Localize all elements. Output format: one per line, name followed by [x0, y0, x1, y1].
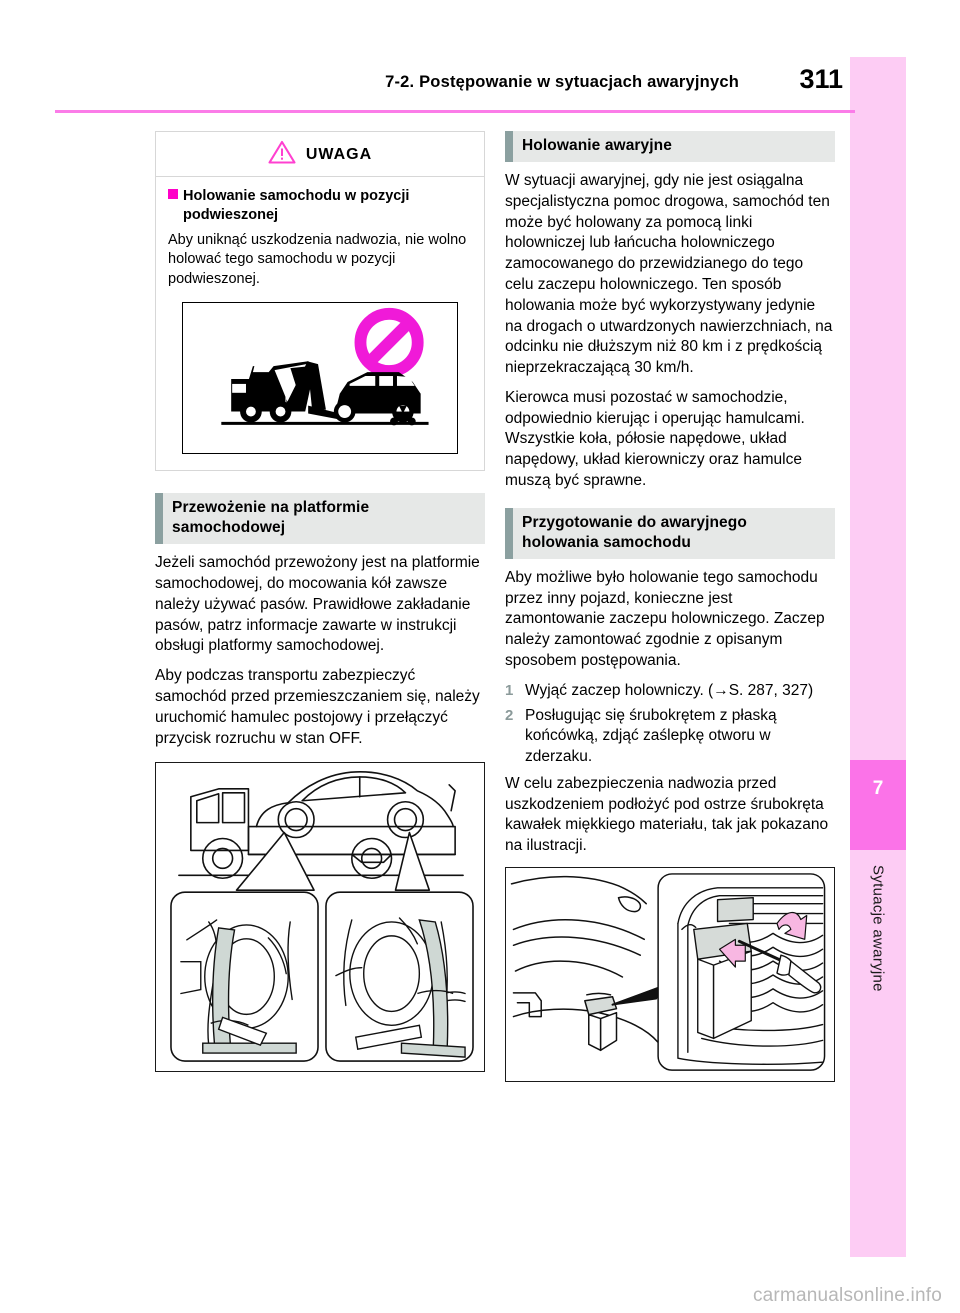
right-column: [505, 131, 835, 1082]
wheel-strap: [356, 920, 465, 1057]
header-rule: [55, 110, 855, 113]
warning-paragraph: Aby uniknąć uszkodzenia nadwozia, nie wolno holować tego samochodu w pozycji podwieszonej.: [168, 231, 467, 288]
wheel-strap: [203, 928, 296, 1053]
left-column: [155, 131, 485, 1072]
section-emergency-towing: [505, 131, 835, 492]
side-tab-chapter-label-text: Sytuacje awaryjne: [869, 865, 887, 992]
heading-accent-bar: [505, 131, 513, 162]
section-heading-emergency-towing: [505, 131, 835, 162]
watermark: carmanualsonline.info: [752, 1285, 942, 1306]
side-tab-chapter-number: 7: [872, 778, 884, 799]
side-tab-chapter-marker: [850, 760, 906, 850]
warning-header: [156, 132, 484, 177]
emergency-towing-paragraph-2: Kierowca musi pozostać w samochodzie, odpowiednio kierując i operując hamulcami. Wszystkie koła, półosie napędowe, układ napędowy, układ kierowniczy oraz hamulce muszą być sprawne.: [505, 388, 805, 489]
step-text: Wyjąć zaczep holowniczy. (→S. 287, 327): [525, 681, 814, 699]
section-heading-text: Przewożenie na platformie samochodowej: [172, 499, 370, 537]
towing-preparation-intro: Aby możliwe było holowanie tego samochodu przez inny pojazd, konieczne jest zamontowanie zaczepu holowniczego. Zaczep należy zamontować zgodnie z opisanym sposobem postępowania.: [505, 568, 825, 669]
heading-accent-bar: [505, 508, 513, 559]
section-towing-preparation: [505, 508, 835, 1082]
warning-box: [155, 131, 485, 471]
prohibition-sign-icon: [360, 314, 417, 371]
step-text: Posługując się śrubokrętem z płaską końcówką, zdjąć zaślepkę otworu w zderzaku.: [525, 706, 777, 766]
warning-body: [156, 177, 484, 470]
bullet-square-icon: [168, 189, 178, 199]
section-heading-towing-preparation: [505, 508, 835, 559]
tow-truck-suspended-prohibited-illustration: [182, 302, 458, 454]
side-tab-chapter-label: [850, 865, 906, 1195]
section-heading-flatbed: [155, 493, 485, 544]
page-number: 311: [799, 64, 843, 94]
warning-subheading-text: Holowanie samochodu w pozycji podwieszonej: [183, 188, 410, 224]
flatbed-paragraph-1: Jeżeli samochód przewożony jest na platformie samochodowej, do mocowania kół zawsze należy używać pasów. Prawidłowe zakładanie pasów, patrz informacje zawarte w instrukcji obsługi platformy samochodowej.: [155, 554, 480, 655]
towing-preparation-outro: W celu zabezpieczenia nadwozia przed uszkodzeniem podłożyć pod ostrze śrubokręta kawałek miękkiego materiału, tak jak pokazano na ilustracji.: [505, 774, 829, 855]
car-on-flatbed-wheel-straps-illustration: [155, 762, 485, 1072]
section-flatbed-transport: [155, 493, 485, 1072]
flatbed-paragraph-2: Aby podczas transportu zabezpieczyć samochód przed przemieszczaniem się, należy uruchomić hamulec postojowy i przełączyć przycisk rozruchu w stan OFF.: [155, 667, 480, 747]
heading-accent-bar: [155, 493, 163, 544]
warning-subheading: [168, 187, 472, 226]
chapter-side-tab: [850, 0, 906, 1313]
page-header: [0, 64, 855, 104]
warning-triangle-icon: [268, 140, 296, 169]
emergency-towing-paragraph-1: W sytuacji awaryjnej, gdy nie jest osiągalna specjalistyczna pomoc drogowa, samochód ten może być holowany za pomocą linki holowniczej lub łańcucha holowniczego zamocowanego do przewidzianego do tego celu zaczepu holowniczego. Ten sposób holowania może być wykorzystywany jedynie na drogach o utwardzonych nawierzchniach, na odcinku nie dłuższym niż 80 km i z prędkością nieprzekraczającą 30 km/h.: [505, 172, 833, 377]
header-section-title: 7-2. Postępowanie w sytuacjach awaryjnych: [385, 73, 739, 91]
front-bumper-cover-removal-illustration: [505, 867, 835, 1082]
step-number: 2: [505, 706, 514, 724]
section-heading-text: Holowanie awaryjne: [522, 137, 672, 154]
section-heading-text: Przygotowanie do awaryjnego holowania samochodu: [522, 513, 747, 551]
warning-title: UWAGA: [305, 145, 373, 163]
step-number: 1: [505, 681, 514, 699]
list-item: [505, 681, 835, 702]
list-item: [505, 706, 835, 768]
